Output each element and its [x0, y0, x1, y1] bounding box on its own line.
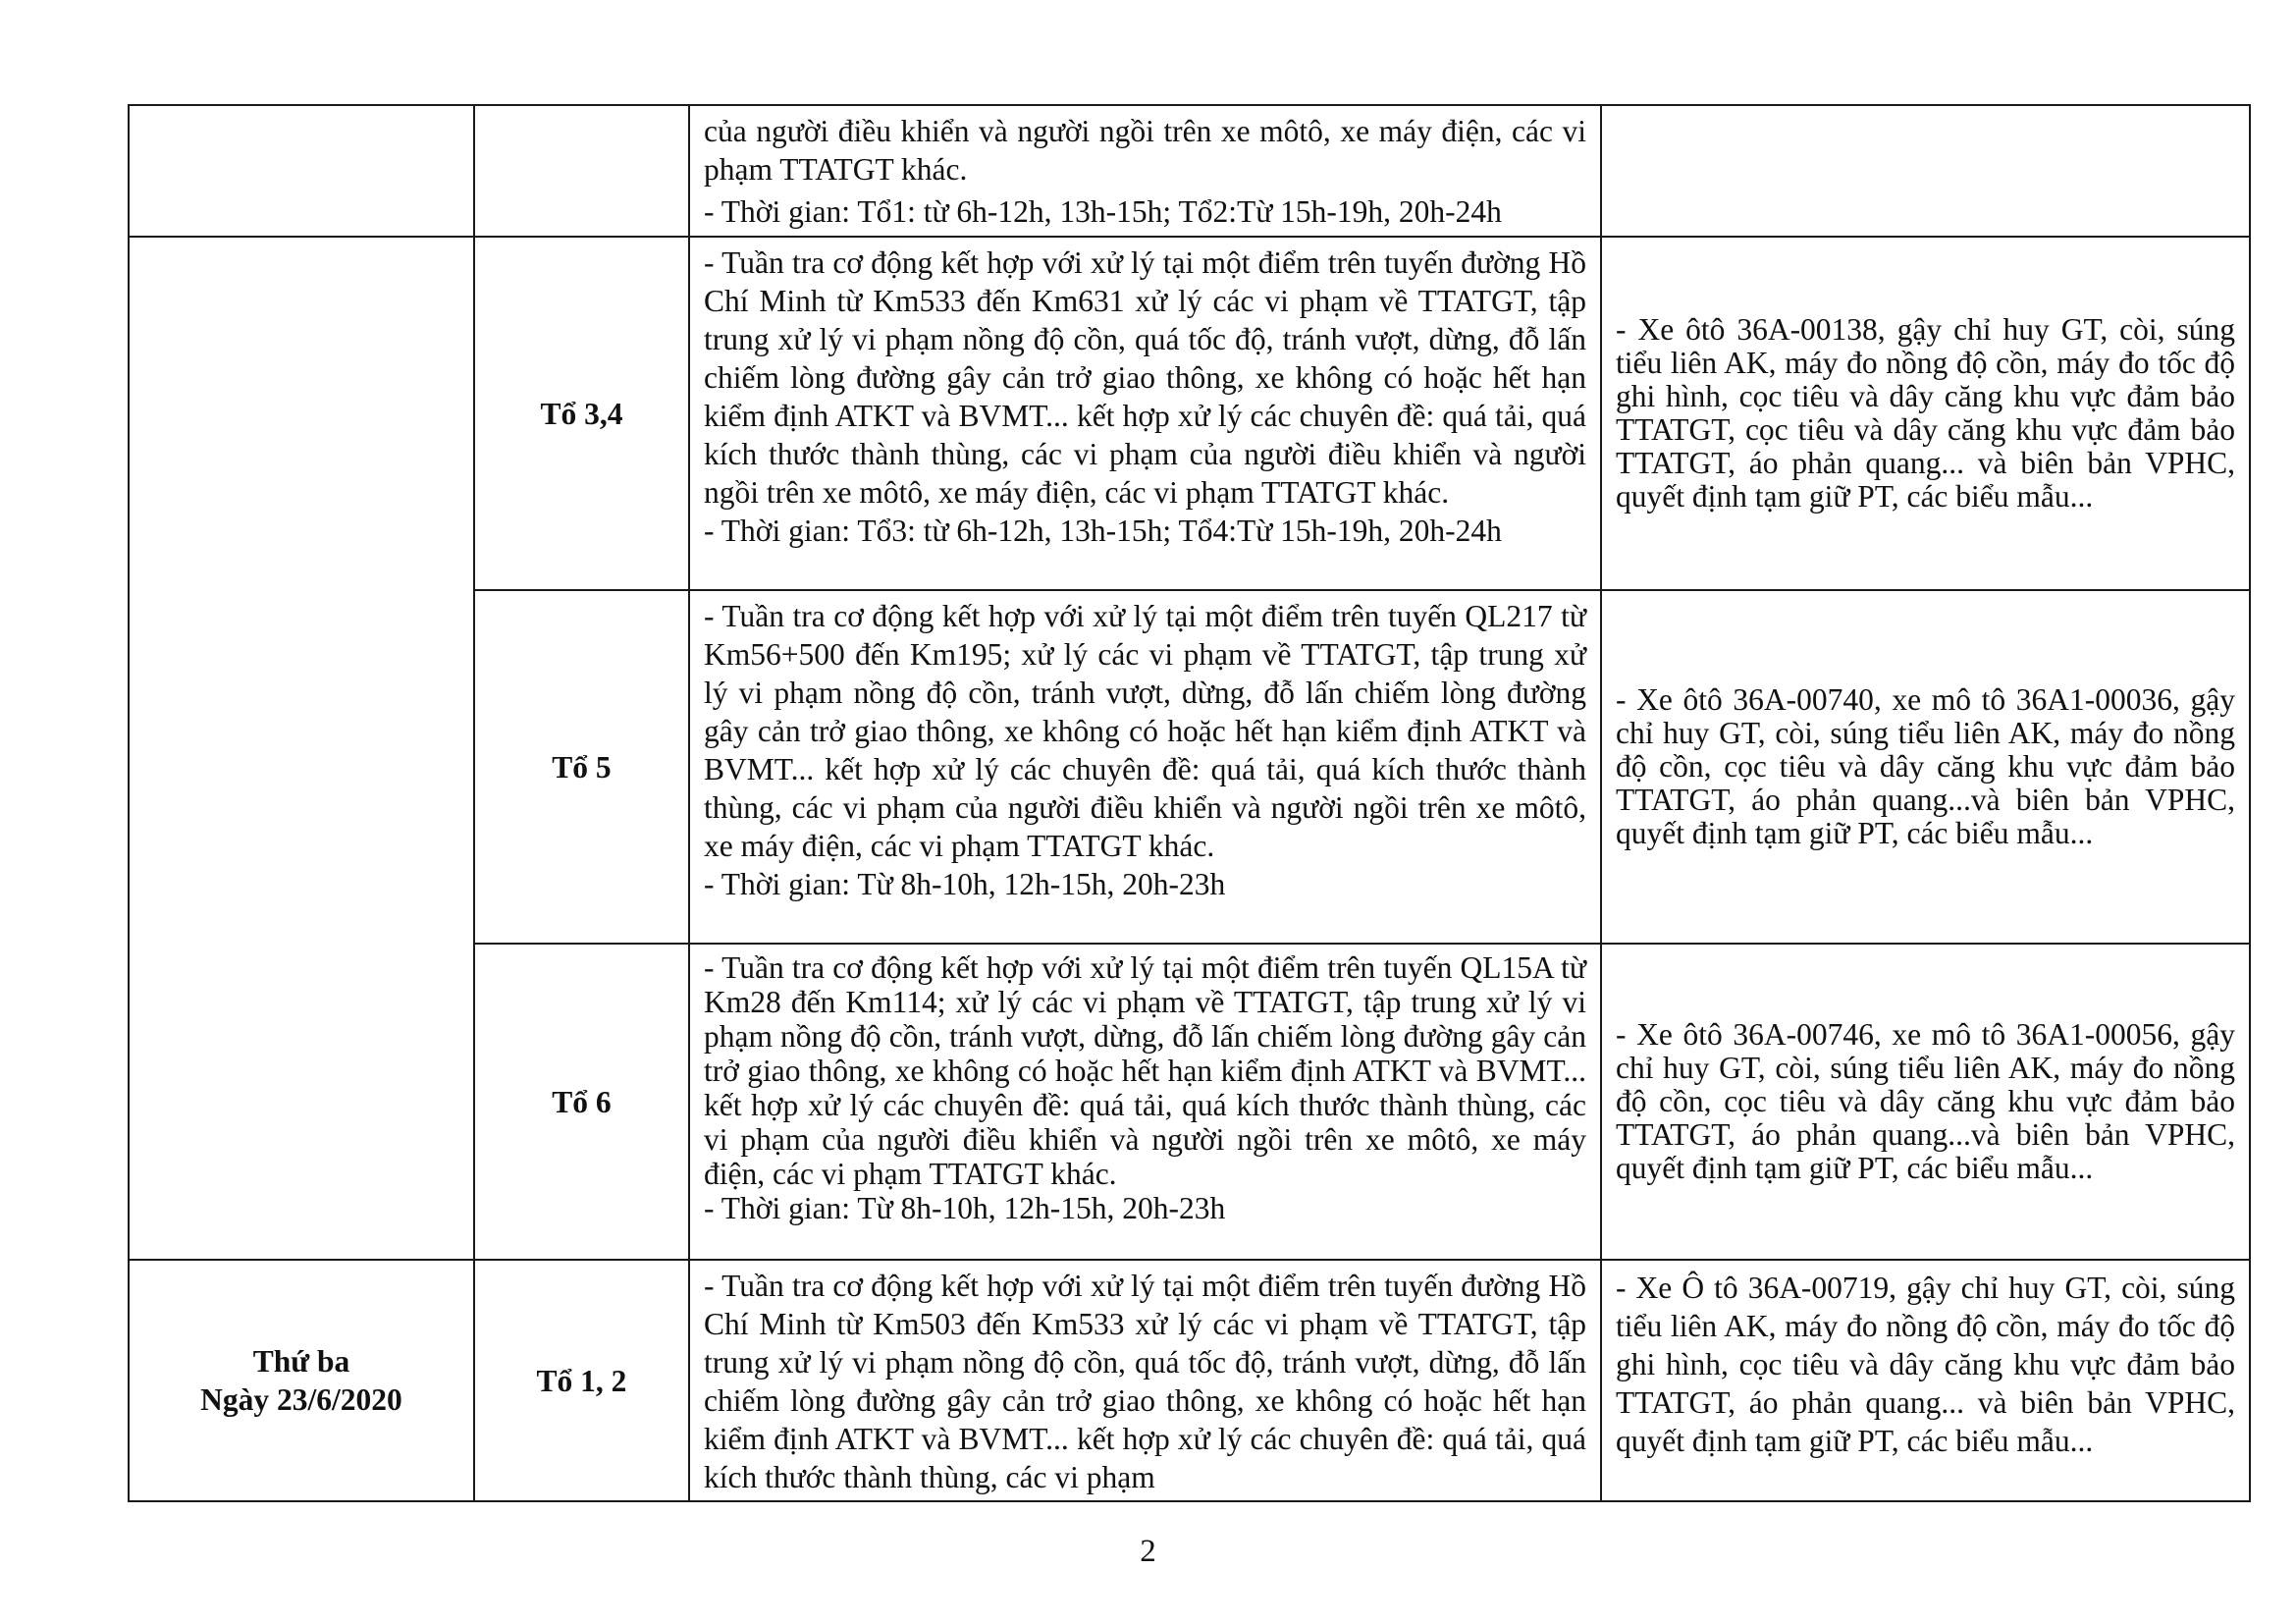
team-cell	[475, 1261, 688, 1500]
schedule-table	[128, 104, 2251, 1502]
activity-cell	[690, 238, 1600, 589]
activity-time: - Thời gian: Từ 8h-10h, 12h-15h, 20h-23h	[704, 867, 1226, 901]
activity-text: - Tuần tra cơ động kết hợp với xử lý tại một điểm trên tuyến đường Hồ Chí Minh từ Km503 đến Km533 xử lý các vi phạm về TTATGT, tập trung xử lý vi phạm nồng độ cồn, quá tốc độ, tránh vượt, dừng, đỗ lấn chiếm lòng đường gây cản trở giao thông, xe không có hoặc hết hạn kiểm định ATKT và BVMT... kết hợp xử lý các chuyên đề: quá tải, quá kích thước thành thùng, các vi phạm	[704, 1269, 1586, 1494]
equipment-text: - Xe ôtô 36A-00740, xe mô tô 36A1-00036, gậy chỉ huy GT, còi, súng tiểu liên AK, máy đo nồng độ cồn, cọc tiêu và dây căng khu vực đảm bảo TTATGT, áo phản quang...và biên bản VPHC, quyết định tạm giữ PT, các biểu mẫu...	[1616, 682, 2235, 850]
day-cell	[130, 1261, 473, 1500]
activity-time: - Thời gian: Tổ3: từ 6h-12h, 13h-15h; Tổ4:Từ 15h-19h, 20h-24h	[704, 514, 1502, 548]
activity-text: của người điều khiển và người ngồi trên xe môtô, xe máy điện, các vi phạm TTATGT khác.	[704, 114, 1586, 187]
team-label: Tổ 5	[552, 749, 612, 785]
activity-cell	[690, 106, 1600, 236]
equipment-cell	[1602, 945, 2249, 1259]
activity-text: - Tuần tra cơ động kết hợp với xử lý tại một điểm trên tuyến QL15A từ Km28 đến Km114; xử lý các vi phạm về TTATGT, tập trung xử lý vi phạm nồng độ cồn, tránh vượt, dừng, đỗ lấn chiếm lòng đường gây cản trở giao thông, xe không có hoặc hết hạn kiểm định ATKT và BVMT... kết hợp xử lý các chuyên đề: quá tải, quá kích thước thành thùng, các vi phạm của người điều khiển và người ngồi trên xe môtô, xe máy điện, các vi phạm TTATGT khác.	[704, 950, 1586, 1191]
team-label: Tổ 6	[552, 1084, 612, 1119]
day-date: Ngày 23/6/2020	[200, 1382, 402, 1417]
table-border-bottom	[128, 1500, 2251, 1502]
team-label: Tổ 3,4	[540, 396, 623, 431]
day-label: Thứ ba	[252, 1344, 350, 1379]
activity-text: - Tuần tra cơ động kết hợp với xử lý tại một điểm trên tuyến đường Hồ Chí Minh từ Km533 đến Km631 xử lý các vi phạm về TTATGT, tập trung xử lý vi phạm nồng độ cồn, quá tốc độ, tránh vượt, dừng, đỗ lấn chiếm lòng đường gây cản trở giao thông, xe không có hoặc hết hạn kiểm định ATKT và BVMT... kết hợp xử lý các chuyên đề: quá tải, quá kích thước thành thùng, các vi phạm của người điều khiển và người ngồi trên xe môtô, xe máy điện, các vi phạm TTATGT khác.	[704, 245, 1586, 510]
activity-time: - Thời gian: Tổ1: từ 6h-12h, 13h-15h; Tổ2:Từ 15h-19h, 20h-24h	[704, 194, 1502, 229]
equipment-cell	[1602, 238, 2249, 589]
activity-text: - Tuần tra cơ động kết hợp với xử lý tại một điểm trên tuyến QL217 từ Km56+500 đến Km195; xử lý các vi phạm về TTATGT, tập trung xử lý vi phạm nồng độ cồn, tránh vượt, dừng, đỗ lấn chiếm lòng đường gây cản trở giao thông, xe không có hoặc hết hạn kiểm định ATKT và BVMT... kết hợp xử lý các chuyên đề: quá tải, quá kích thước thành thùng, các vi phạm của người điều khiển và người ngồi trên xe môtô, xe máy điện, các vi phạm TTATGT khác.	[704, 599, 1586, 863]
activity-cell	[690, 591, 1600, 943]
activity-cell	[690, 1261, 1600, 1500]
team-cell	[475, 238, 688, 589]
equipment-cell	[1602, 1261, 2249, 1500]
equipment-text: - Xe ôtô 36A-00138, gậy chỉ huy GT, còi, súng tiểu liên AK, máy đo nồng độ cồn, máy đo tốc độ ghi hình, cọc tiêu và dây căng khu vực đảm bảo TTATGT, cọc tiêu và dây căng khu vực đảm bảo TTATGT, áo phản quang... và biên bản VPHC, quyết định tạm giữ PT, các biểu mẫu...	[1616, 312, 2235, 514]
equipment-cell	[1602, 591, 2249, 943]
equipment-text: - Xe Ô tô 36A-00719, gậy chỉ huy GT, còi, súng tiểu liên AK, máy đo nồng độ cồn, máy đo tốc độ ghi hình, cọc tiêu và dây căng khu vực đảm bảo TTATGT, áo phản quang... và biên bản VPHC, quyết định tạm giữ PT, các biểu mẫu...	[1616, 1271, 2235, 1458]
activity-time: - Thời gian: Từ 8h-10h, 12h-15h, 20h-23h	[704, 1191, 1226, 1225]
equipment-text: - Xe ôtô 36A-00746, xe mô tô 36A1-00056, gậy chỉ huy GT, còi, súng tiểu liên AK, máy đo nồng độ cồn, cọc tiêu và dây căng khu vực đảm bảo TTATGT, áo phản quang...và biên bản VPHC, quyết định tạm giữ PT, các biểu mẫu...	[1616, 1017, 2235, 1185]
table-border-right	[2249, 104, 2251, 1502]
team-cell	[475, 945, 688, 1259]
page-number: 2	[1140, 1534, 1156, 1569]
activity-cell	[690, 945, 1600, 1259]
team-label: Tổ 1, 2	[536, 1363, 627, 1398]
team-cell	[475, 591, 688, 943]
